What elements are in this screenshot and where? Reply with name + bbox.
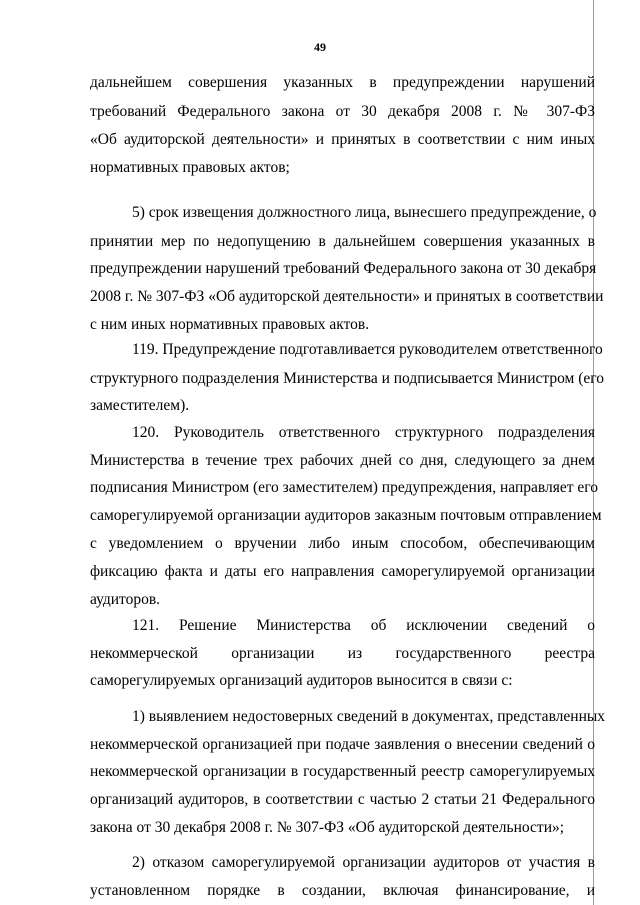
text-line: некоммерческой организации в государственный реестр саморегулируемых xyxy=(90,763,595,780)
text-line: саморегулируемых организаций аудиторов выносится в связи с: xyxy=(90,672,513,689)
text-line: структурного подразделения Министерства и подписывается Министром (его xyxy=(90,370,604,387)
text-line: требований Федерального закона от 30 декабря 2008 г. № 307-ФЗ xyxy=(90,103,595,120)
text-line: принятии мер по недопущению в дальнейшем совершения указанных в xyxy=(90,233,595,250)
text-line: 120. Руководитель ответственного структурного подразделения xyxy=(132,424,595,441)
text-line: аудиторов. xyxy=(90,591,161,608)
text-line: фиксацию факта и даты его направления саморегулируемой организации xyxy=(90,563,595,580)
text-line: 121. Решение Министерства об исключении сведений о xyxy=(132,617,595,634)
text-line: нормативных правовых актов; xyxy=(90,159,290,176)
text-line: некоммерческой организацией при подаче заявления о внесении сведений о xyxy=(90,736,595,753)
text-line: «Об аудиторской деятельности» и принятых в соответствии с ним иных xyxy=(90,131,595,148)
text-line: дальнейшем совершения указанных в предупреждении нарушений xyxy=(90,74,595,91)
text-line: с уведомлением о вручении либо иным способом, обеспечивающим xyxy=(90,535,595,552)
text-line: саморегулируемой организации аудиторов заказным почтовым отправлением xyxy=(90,507,602,524)
page-number: 49 xyxy=(314,40,326,54)
text-line: некоммерческой организации из государственного реестра xyxy=(90,645,595,662)
text-line: 2) отказом саморегулируемой организации аудиторов от участия в xyxy=(132,854,595,871)
text-line: 1) выявлением недостоверных сведений в документах, представленных xyxy=(132,708,606,725)
text-line: организаций аудиторов, в соответствии с частью 2 статьи 21 Федерального xyxy=(90,791,595,808)
text-line: 2008 г. № 307-ФЗ «Об аудиторской деятельности» и принятых в соответствии xyxy=(90,288,604,305)
text-line: 119. Предупреждение подготавливается руководителем ответственного xyxy=(132,341,603,358)
text-line: закона от 30 декабря 2008 г. № 307-ФЗ «Об аудиторской деятельности»; xyxy=(90,819,565,836)
text-line: подписания Министром (его заместителем) предупреждения, направляет его xyxy=(90,479,599,496)
text-line: установленном порядке в создании, включая финансирование, и xyxy=(90,882,595,899)
text-line: предупреждении нарушений требований Федерального закона от 30 декабря xyxy=(90,260,597,277)
text-line: заместителем). xyxy=(90,397,190,414)
text-line: Министерства в течение трех рабочих дней со дня, следующего за днем xyxy=(90,452,595,469)
text-line: с ним иных нормативных правовых актов. xyxy=(90,316,370,333)
text-line: 5) срок извещения должностного лица, вынесшего предупреждение, о xyxy=(132,204,597,221)
